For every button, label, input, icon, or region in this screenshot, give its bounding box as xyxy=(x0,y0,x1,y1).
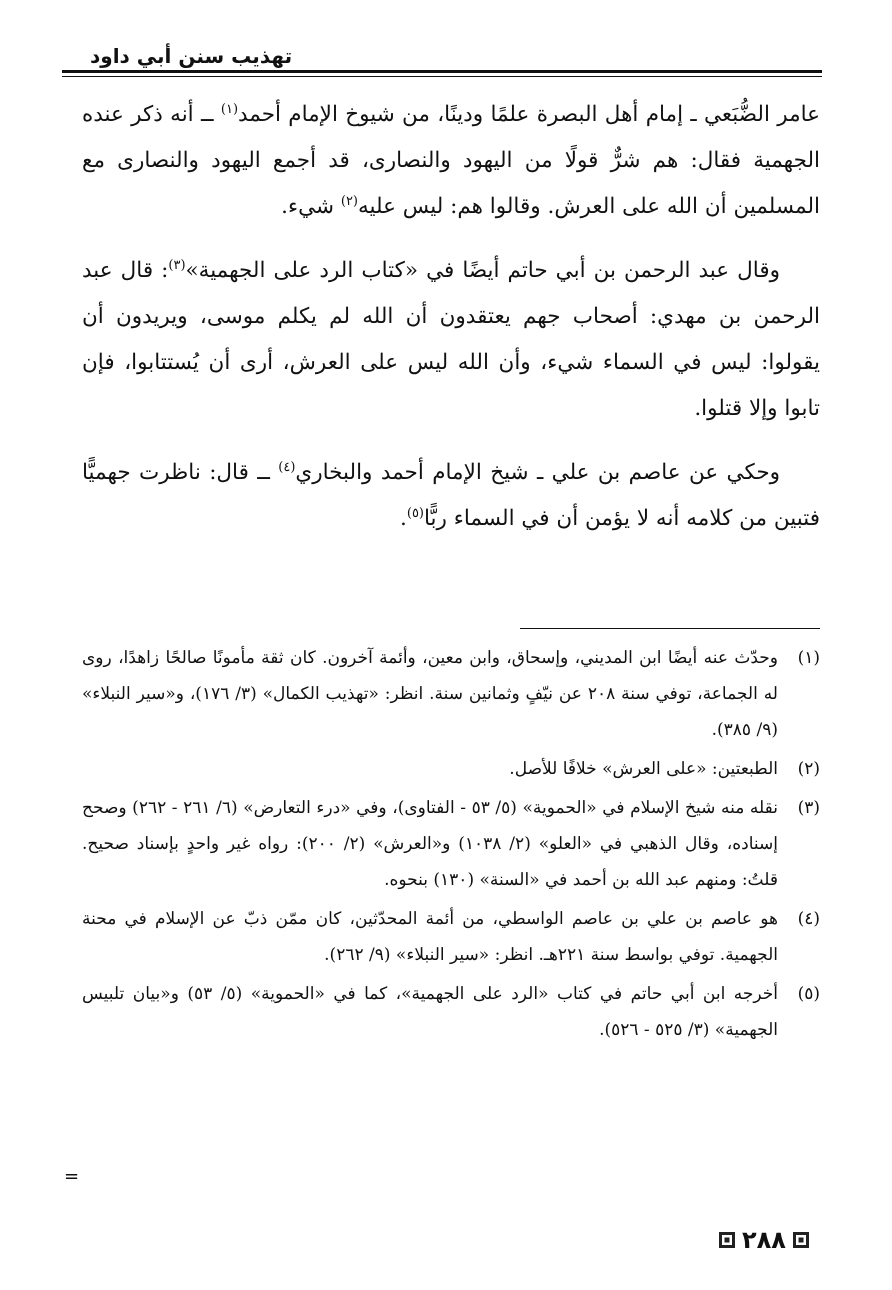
footnote-number: (٣) xyxy=(797,798,820,818)
footnote-item xyxy=(82,901,820,973)
p1-part-a: عامر الضُّبَعي ـ إمام أهل البصرة علمًا ودينًا، من شيوخ الإمام أحمد xyxy=(238,102,820,127)
continuation-mark: = xyxy=(64,1166,80,1187)
p3-part-c: . xyxy=(400,506,407,531)
footnote-item xyxy=(82,790,820,898)
footnote-item xyxy=(82,640,820,748)
note-ref-2: (٢) xyxy=(340,193,358,209)
page-number: ٢٨٨ xyxy=(742,1226,786,1254)
p1-part-b: ــ أنه ذكر عنده الجهمية فقال: هم شرٌّ قولًا من اليهود والنصارى، قد أجمع اليهود والنصارى مع المسلمين أن الله على العرش. وقالوا هم: ليس عليه xyxy=(82,102,820,219)
main-text xyxy=(82,92,820,560)
footnote-text: الطبعتين: «على العرش» خلافًا للأصل. xyxy=(509,759,778,779)
footnote-item xyxy=(82,976,820,1048)
footnote-number: (٥) xyxy=(797,984,820,1004)
square-ornament-icon xyxy=(792,1231,810,1249)
running-title: تهذيب سنن أبي داود xyxy=(90,44,293,68)
p2-part-a: وقال عبد الرحمن بن أبي حاتم أيضًا في «كتاب الرد على الجهمية» xyxy=(185,258,780,283)
p3-part-a: وحكي عن عاصم بن علي ـ شيخ الإمام أحمد والبخاري xyxy=(295,460,781,485)
header-rule-thick xyxy=(62,70,822,73)
p1-part-c: شيء. xyxy=(281,194,341,219)
footnote-number: (١) xyxy=(797,648,820,668)
footnote-number: (٢) xyxy=(797,759,820,779)
paragraph-2 xyxy=(82,248,820,432)
square-ornament-icon xyxy=(718,1231,736,1249)
paragraph-3 xyxy=(82,450,820,542)
footnote-text: هو عاصم بن علي بن عاصم الواسطي، من أئمة المحدّثين، كان ممّن ذبّ عن الإسلام في محنة الجهمية. توفي بواسط سنة ٢٢١هـ. انظر: «سير النبلاء» (٩/ ٢٦٢). xyxy=(82,909,778,965)
footnote-separator xyxy=(520,628,820,629)
footnote-text: أخرجه ابن أبي حاتم في كتاب «الرد على الجهمية»، كما في «الحموية» (٥/ ٥٣) و«بيان تلبيس الجهمية» (٣/ ٥٢٥ - ٥٢٦). xyxy=(82,984,778,1040)
p2-part-b: : قال عبد الرحمن بن مهدي: أصحاب جهم يعتقدون أن الله لم يكلم موسى، ويريدون أن يقولوا: ليس في السماء شيء، وأن الله ليس على العرش، أرى أن يُستتابوا، فإن تابوا وإلا قتلوا. xyxy=(82,258,820,421)
note-ref-1: (١) xyxy=(220,101,239,117)
note-ref-3: (٣) xyxy=(168,257,186,273)
note-ref-5: (٥) xyxy=(406,505,424,521)
paragraph-1 xyxy=(82,92,820,230)
footnote-text: نقله منه شيخ الإسلام في «الحموية» (٥/ ٥٣ - الفتاوى)، وفي «درء التعارض» (٦/ ٢٦١ - ٢٦٢) وصحح إسناده، وقال الذهبي في «العلو» (٢/ ١٠٣٨) و«العرش» (٢/ ٢٠٠): رواه غير واحدٍ بإسناد صحيح. قلتُ: ومنهم عبد الله بن أحمد في «السنة» (١٣٠) بنحوه. xyxy=(82,798,778,890)
footnote-text: وحدّث عنه أيضًا ابن المديني، وإسحاق، وابن معين، وأئمة آخرون. كان ثقة مأمونًا صالحًا زاهدًا، روى له الجماعة، توفي سنة ٢٠٨ عن نيّفٍ وثمانين سنة. انظر: «تهذيب الكمال» (٣/ ١٧٦)، و«سير النبلاء» (٩/ ٣٨٥). xyxy=(82,648,778,740)
footnotes xyxy=(82,640,820,1051)
note-ref-4: (٤) xyxy=(278,459,296,475)
header-rule-thin xyxy=(62,76,822,77)
footnote-number: (٤) xyxy=(797,909,820,929)
p3-part-b: ــ قال: ناظرت جهميًّا فتبين من كلامه أنه لا يؤمن أن في السماء ربًّا xyxy=(82,460,820,531)
footnote-item xyxy=(82,751,820,787)
page-number-block xyxy=(718,1226,810,1254)
